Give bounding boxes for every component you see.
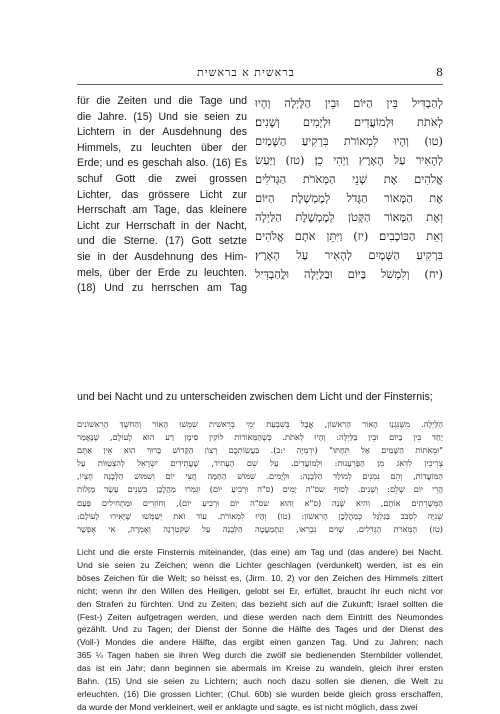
german-commentary xyxy=(77,546,443,714)
commentary-line: Licht und die erste Finsternis miteinander, (das eine) am Tag und (das andere) bei Nacht. xyxy=(77,547,443,557)
commentary-line: das ist ein Jahr; dann beginnen sie abermals im Kreise zu wandeln, gleich ihrer ersten xyxy=(77,663,443,674)
rashi-line: הֲרֵי יוֹם שָׁלֵם: וְשָׁנִים. לְסוֹף שס"ה יָמִים (ס"ה וּרְבִיעַ יוֹם) יִגְמְרוּ מַהֲלָכָן בִּשְׁנֵים עָשָׂר מַזָּלוֹת xyxy=(77,484,443,495)
hebrew-line: אֱלֹהִים אֶת שְׁנֵי הַמְּאֹרֹת הַגְּדֹלִים xyxy=(255,172,443,186)
rashi-line: הַמּוֹעֲדוֹת, וְהֵם נִמְנִים לְמוֹלַד הַלְּבָנָה: וּלְיָמִים. שִׁמּוּשׁ הַחַמָּה חֲצִי יוֹם וְשִׁמּוּשׁ הַלְּבָנָה חֶצְיוֹ, xyxy=(77,471,443,482)
rashi-line: שְׁנִיָּה לִסְבֹּב בַּגַּלְגַּל כְּמַהֲלָכָן הָרִאשׁוֹן: (טו) וְהָיוּ לִמְאוֹרֹת. עוֹד זֹאת יְשַׁמְּשׁוּ שֶׁיָּאִירוּ לָעוֹלָם: xyxy=(77,510,443,521)
german-line: Erde; und es geschah also. (16) Es xyxy=(77,157,247,170)
german-line: für die Zeiten und die Tage und xyxy=(77,95,247,107)
hebrew-line: וְאֶת הַמָּאוֹר הַקָּטֹן לְמֶמְשֶׁלֶת הַלַּיְלָה xyxy=(255,210,443,224)
commentary-line: gezählt. Und zu Tagen; der Dienst der Sonne die Hälfte des Tages und der Dienst des xyxy=(77,624,443,635)
commentary-line: da wurde der Mond verkleinert, weil er anklagte und sagte, es ist nicht möglich, dass zwei xyxy=(77,701,418,712)
hebrew-line: אֶת הַמָּאוֹר הַגָּדֹל לְמֶמְשֶׁלֶת הַיּוֹם xyxy=(255,191,443,205)
hebrew-line: (טו) וְהָיוּ לִמְאוֹרֹת בִּרְקִיעַ הַשָּׁמַיִם xyxy=(255,134,443,148)
german-line: (18) Und zu herrschen am Tag xyxy=(77,282,247,295)
rashi-line: (טז) הַמְּאֹרֹת הַגְּדֹלִים. שָׁוִים נִבְרְאוּ, וְנִתְמַעֲטָה הַלְּבָנָה עַל שֶׁקִּטְרְגָה וְאָמְרָה, אִי אֶפְשָׁר xyxy=(77,523,443,534)
rashi-line: צְרִיכִין לִדְאֹג מִן הַפֻּרְעָנוּת: וּלְמוֹעֲדִים. עַל שֵׁם הֶעָתִיד, שֶׁעֲתִידִים יִשְׂרָאֵל לְהִצְטַוּוֹת עַל xyxy=(77,458,443,469)
rashi-line: "וּמֵאֹתוֹת הַשָּׁמַיִם אַל תֵּחָתּוּ" (יִרְמְיָה י:ב). בַּעֲשׂוֹתְכֶם רְצוֹן הַקָּדוֹשׁ בָּרוּךְ הוּא אֵין אַתֶּם xyxy=(77,445,443,456)
running-title: בראשית א בראשית xyxy=(197,66,295,79)
rashi-line: הַמְּשָׁרְתִים אוֹתָם, וְהִיא שָׁנָה (ס"א וְהוּא שס"ה יוֹם וּרְבִיעַ יוֹם), וְחוֹזְרִים וּמַתְחִילִים פַּעַם xyxy=(77,497,443,508)
hebrew-line: וְאֵת הַכּוֹכָבִים׃ (יז) וַיִּתֵּן אֹתָם אֱלֹהִים xyxy=(255,229,443,243)
commentary-line: nicht; wenn ihr den Willen des Heiligen, gelobt sei Er, erfüllet, braucht ihr euch nicht vor xyxy=(77,585,443,596)
commentary-line: Bahn. (15) Und sie seien zu Lichtern; auch noch dazu sollen sie dienen, die Welt zu xyxy=(77,676,443,687)
german-line: Lichter, das grössere Licht zur xyxy=(77,188,247,201)
german-translation-column xyxy=(77,94,247,297)
german-line: sie in der Ausdehnung des Him- xyxy=(77,250,247,263)
german-line: Himmels, zu leuchten über der xyxy=(77,141,247,154)
german-line: die Jahre. (15) Und sie seien zu xyxy=(77,110,247,123)
commentary-line: erleuchten. (16) Die grossen Lichter; (Chul. 60b) sie wurden beide gleich gross erschaffen, xyxy=(77,688,443,699)
german-line: Herrschaft am Tage, das kleinere xyxy=(77,204,247,217)
hebrew-line: לְהָאִיר עַל הָאָרֶץ וַיְהִי כֵן׃ (טז) וַיַּעַשׂ xyxy=(255,153,443,167)
german-line: Lichtern in der Ausdehnung des xyxy=(77,126,247,139)
german-line: mels, über der Erde zu leuchten. xyxy=(77,266,247,279)
german-line: und die Sterne. (17) Gott setzte xyxy=(77,235,247,248)
german-full-width-line: und bei Nacht und zu unterscheiden zwischen dem Licht und der Finsternis; xyxy=(77,391,433,403)
german-line: schuf Gott die zwei grossen xyxy=(77,172,247,185)
page-header xyxy=(77,66,443,80)
hebrew-verse-column xyxy=(255,94,443,284)
hebrew-line: לְאֹתֹת וּלְמוֹעֲדִים וּלְיָמִים וְשָׁנִים׃ xyxy=(255,115,443,129)
commentary-line: (Fest-) Zeiten aufgetragen werden, und diese werden nach dem Eintritt des Neumondes xyxy=(77,611,443,622)
commentary-line: böses Zeichen für die Welt; so heisst es, (Jirm. 10, 2) vor den Zeichen des Himmels zittert xyxy=(77,572,443,583)
commentary-line: (Voll-) Mondes die andere Hälfte, das ergibt einen ganzen Tag. Und zu Jahren; nach xyxy=(77,637,443,648)
page-number: 8 xyxy=(436,66,443,79)
verse-block xyxy=(77,94,443,404)
hebrew-line: בִּרְקִיעַ הַשָּׁמָיִם לְהָאִיר עַל הָאָרֶץ׃ xyxy=(255,248,443,262)
commentary-line: 365 ¼ Tagen haben sie ihren Weg durch die zwölf sie bedienenden Sternbilder vollendet, xyxy=(77,650,443,661)
rashi-commentary xyxy=(77,418,443,536)
hebrew-line: (יח) וְלִמְשֹׁל בַּיּוֹם וּבַלַּיְלָה וּלֲהַבְדִּיל xyxy=(255,267,443,281)
hebrew-line: לְהַבְדִּיל בֵּין הַיּוֹם וּבֵין הַלָּיְלָה וְהָיוּ xyxy=(255,96,443,110)
commentary-line: Und sie seien zu Zeichen; wenn die Lichter geschlagen (verdunkelt) werden, ist es ein xyxy=(77,559,443,570)
header-rule xyxy=(77,84,443,85)
rashi-line: יַחַד בֵּין בַּיּוֹם וּבֵין בַּלַּיְלָה: וְהָיוּ לְאֹתֹת. כְּשֶׁהַמְּאוֹרוֹת לוֹקִין סִימָן רַע הוּא לָעוֹלָם, שֶׁנֶּאֱמַר xyxy=(77,432,443,443)
commentary-line: den Strafen zu fürchten. Und zu Zeiten; das bezieht sich auf die Zukunft; Israel sollten die xyxy=(77,598,443,609)
rashi-line: הַלַּיְלָה. מִשֶּׁנִּגְנַז הָאוֹר הָרִאשׁוֹן, אֲבָל בְּשִׁבְעַת יְמֵי בְרֵאשִׁית שִׁמְּשׁוּ הָאוֹר וְהַחֹשֶׁךְ הָרִאשׁוֹנִים xyxy=(77,419,443,429)
german-line: Licht zur Herrschaft in der Nacht, xyxy=(77,219,247,232)
